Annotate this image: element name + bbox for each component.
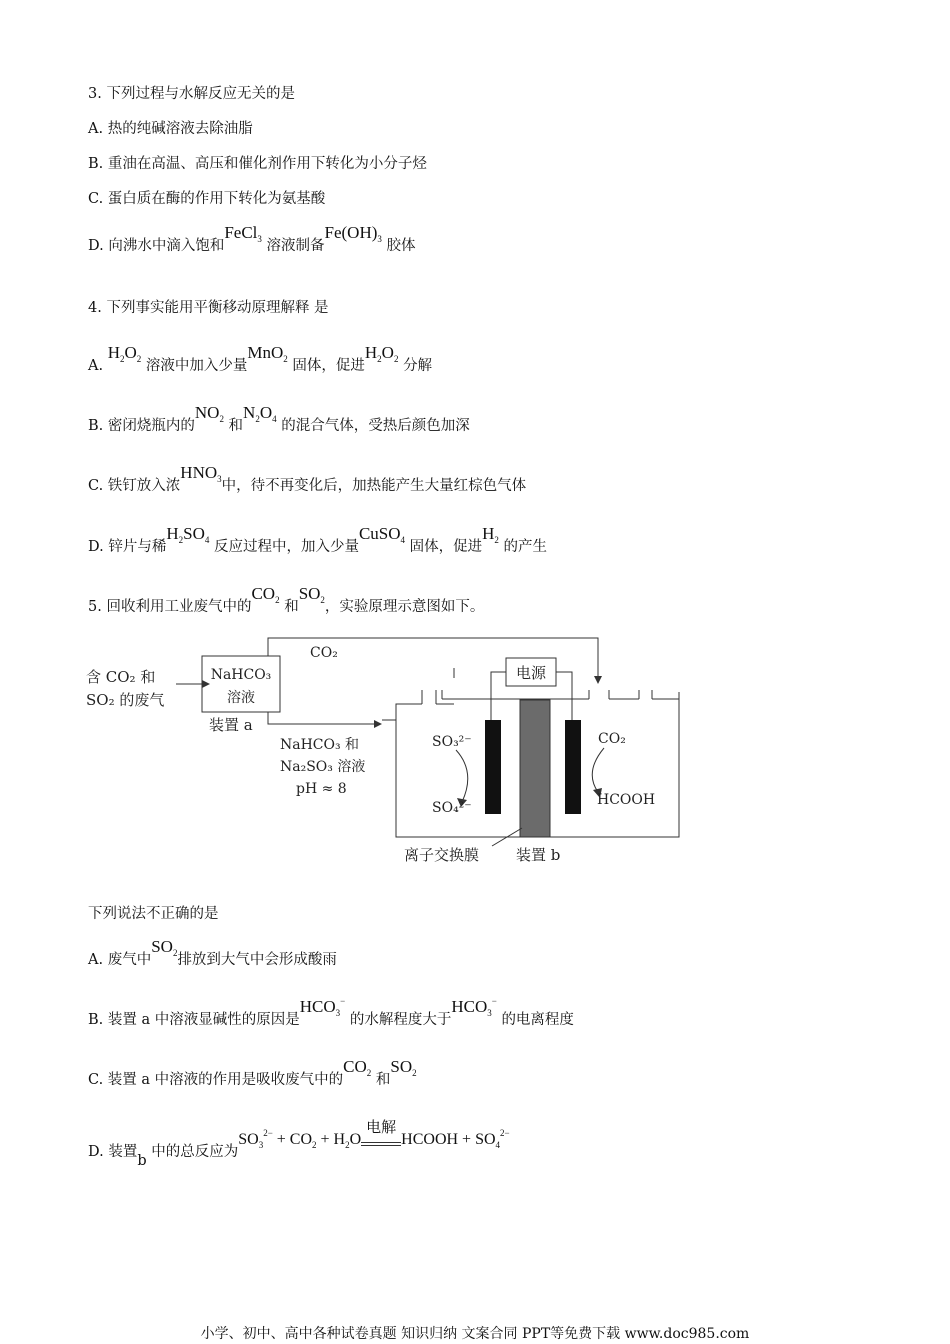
so3-label: SO₃²⁻ bbox=[432, 734, 472, 750]
q5-stem: 5. 回收利用工业废气中的$CO_2$ 和$SO_2$，实验原理示意图如下。 bbox=[88, 584, 485, 615]
q3-option-b: B. 重油在高温、高压和催化剂作用下转化为小分子烃 bbox=[88, 156, 427, 172]
right-electrode bbox=[565, 720, 581, 814]
co2-top-label: CO₂ bbox=[310, 645, 338, 661]
solution-label-3: pH ≈ 8 bbox=[296, 781, 347, 797]
q5-option-d: D. 装置b 中的总反应为$SO_3^{2-} + CO_2 + H_2O$ 电解 HCOOH + $SO_4^{2-}$ bbox=[88, 1118, 510, 1169]
box-a-label-1: NaHCO₃ bbox=[210, 667, 272, 683]
q5-option-c: C. 装置 a 中溶液的作用是吸收废气中的$CO_2$ 和$SO_2$ bbox=[88, 1057, 417, 1088]
formula-feoh3: $Fe(OH)_3$ bbox=[324, 223, 382, 244]
power-label: 电源 bbox=[515, 664, 547, 682]
box-a-label-2: 溶液 bbox=[227, 690, 255, 706]
formula-fecl3: FeCl$_3$ bbox=[224, 223, 262, 244]
left-electrode bbox=[485, 720, 501, 814]
co2-right-label: CO₂ bbox=[598, 731, 626, 747]
solution-label-2: Na₂SO₃ 溶液 bbox=[280, 759, 366, 775]
q4-option-d: D. 锌片与稀$H_2SO_4$ 反应过程中，加入少量CuSO$_4$ 固体，促进$H_2$ 的产生 bbox=[88, 524, 548, 555]
q3-option-c: C. 蛋白质在酶的作用下转化为氨基酸 bbox=[88, 191, 326, 207]
q5-option-a: A. 废气中$SO_2$排放到大气中会形成酸雨 bbox=[88, 937, 337, 968]
so4-label: SO₄²⁻ bbox=[432, 800, 472, 816]
page-footer: 小学、初中、高中各种试卷真题 知识归纳 文案合同 PPT等免费下载 www.doc985.com bbox=[200, 1326, 750, 1342]
ion-exchange-membrane bbox=[520, 700, 550, 837]
q3-stem: 3. 下列过程与水解反应无关的是 bbox=[88, 86, 295, 102]
q3-option-a: A. 热的纯碱溶液去除油脂 bbox=[88, 121, 253, 137]
hcooh-label: HCOOH bbox=[597, 792, 656, 808]
experiment-diagram bbox=[84, 632, 694, 872]
q4-stem: 4. 下列事实能用平衡移动原理解释 是 bbox=[88, 300, 329, 316]
device-b-label: 装置 b bbox=[516, 846, 561, 864]
q5-follow: 下列说法不正确的是 bbox=[88, 906, 219, 922]
waste-gas-label-1: 含 CO₂ 和 bbox=[86, 668, 156, 686]
membrane-label: 离子交换膜 bbox=[404, 846, 480, 864]
q5-option-b: B. 装置 a 中溶液显碱性的原因是$HCO_3^-$ 的水解程度大于$HCO_3^-$ 的电离程度 bbox=[88, 996, 574, 1028]
waste-gas-label-2: SO₂ 的废气 bbox=[86, 691, 165, 709]
solution-label-1: NaHCO₃ 和 bbox=[280, 737, 360, 753]
device-a-label: 装置 a bbox=[209, 716, 253, 734]
q3-option-d: D. 向沸水中滴入饱和FeCl$_3$ 溶液制备$Fe(OH)_3$ 胶体 bbox=[88, 223, 416, 254]
q4-option-c: C. 铁钉放入浓$HNO_3$中，待不再变化后，加热能产生大量红棕色气体 bbox=[88, 463, 527, 494]
q4-option-b: B. 密闭烧瓶内的$NO_2$ 和$N_2O_4$ 的混合气体，受热后颜色加深 bbox=[88, 403, 470, 434]
q4-option-a: A. $H_2O_2$ 溶液中加入少量MnO$_2$ 固体，促进$H_2O_2$ 分解 bbox=[88, 343, 433, 374]
